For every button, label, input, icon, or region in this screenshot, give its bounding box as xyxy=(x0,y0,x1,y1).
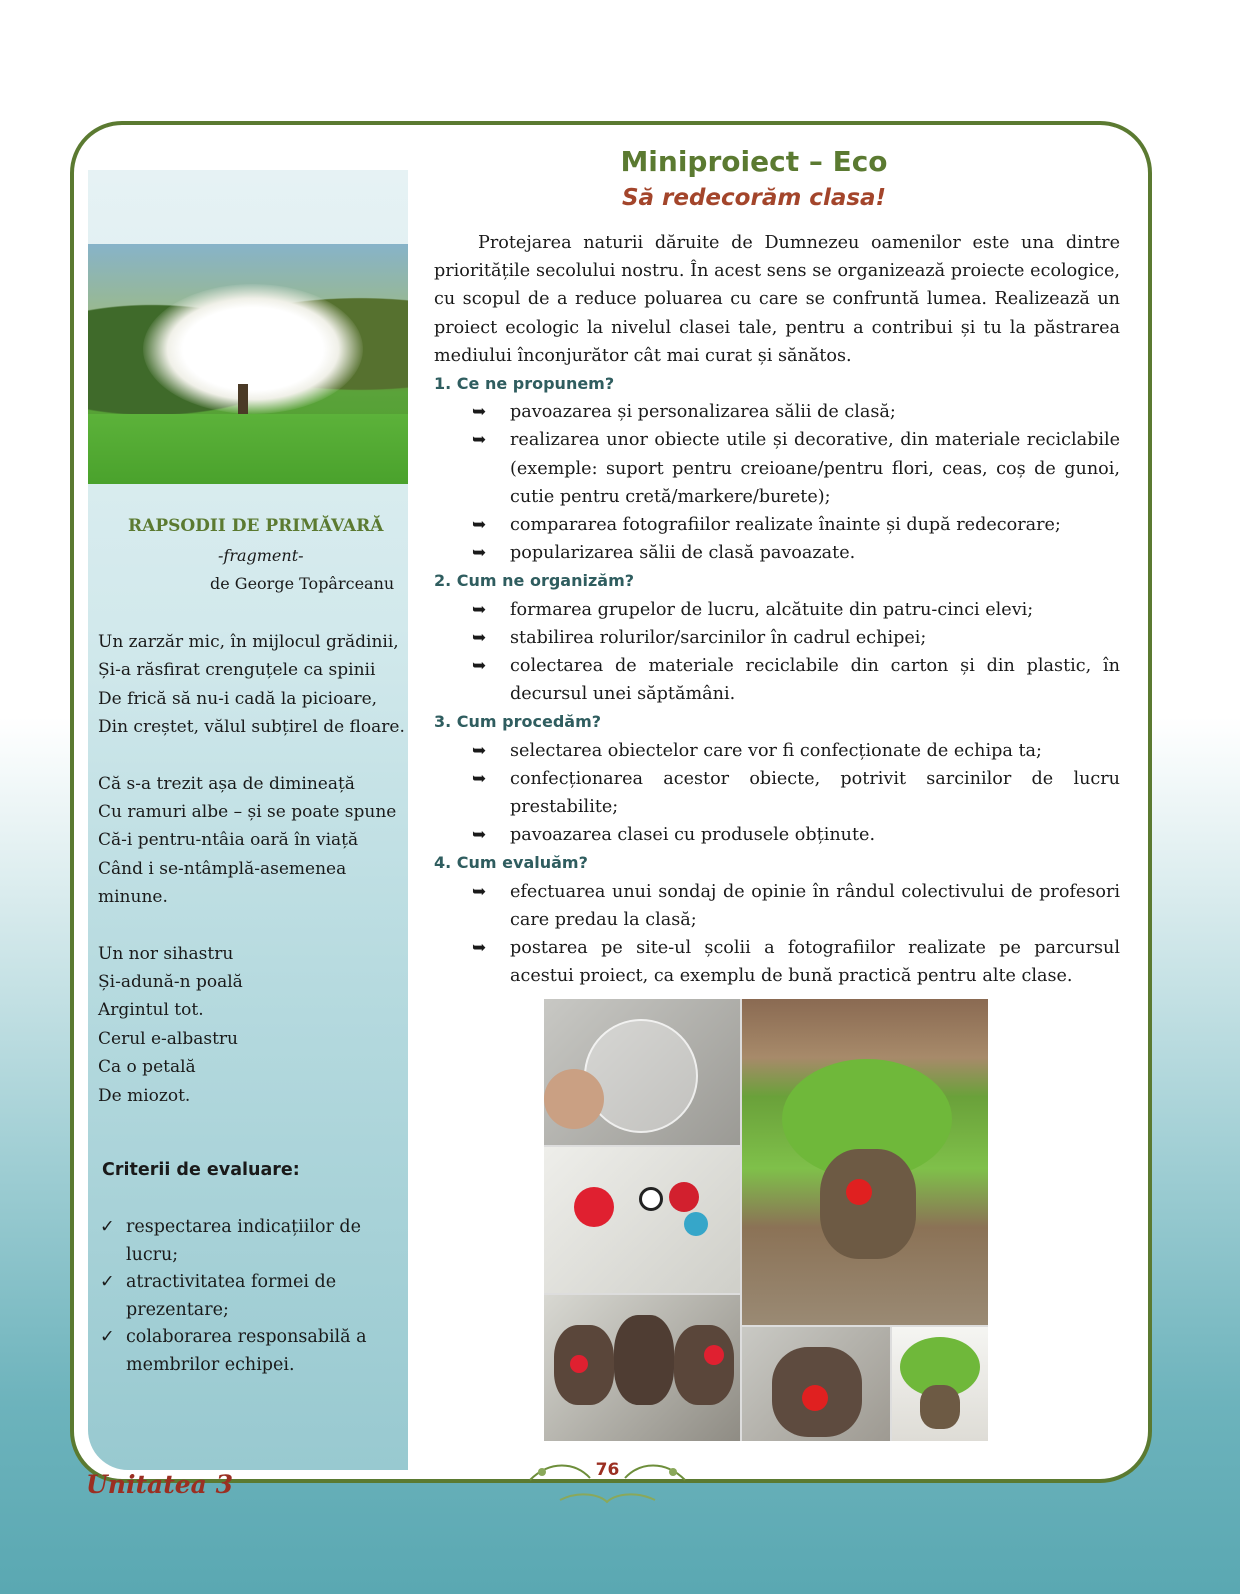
arrow-bullet-icon: ➥ xyxy=(472,938,487,959)
list-item xyxy=(434,539,1120,567)
poem-note: -fragment- xyxy=(218,546,304,565)
arrow-bullet-icon: ➥ xyxy=(472,543,487,564)
photo-pot-face xyxy=(742,1327,890,1441)
list-item-text: colectarea de materiale reciclabile din carton și din plastic, în decursul unei săptămâni. xyxy=(510,656,1120,705)
criteria-item-text: respectarea indicațiilor de lucru; xyxy=(126,1217,361,1265)
checkmark-icon: ✓ xyxy=(100,1272,115,1292)
section-list xyxy=(434,878,1120,991)
criteria-list xyxy=(100,1214,400,1379)
sidebar-panel xyxy=(88,170,408,1470)
poem-title: RAPSODII DE PRIMĂVARĂ xyxy=(128,516,384,536)
list-item xyxy=(434,398,1120,426)
section-list xyxy=(434,737,1120,850)
photo-small-plant xyxy=(892,1327,988,1441)
criteria-title: Criterii de evaluare: xyxy=(102,1160,300,1180)
section-heading: 3. Cum procedăm? xyxy=(434,712,602,732)
page-subtitle: Să redecorăm clasa! xyxy=(621,185,887,211)
list-item xyxy=(434,652,1120,708)
checkmark-icon: ✓ xyxy=(100,1327,115,1347)
main-content xyxy=(434,229,1120,990)
list-item xyxy=(434,765,1120,821)
list-item xyxy=(434,737,1120,765)
criteria-item xyxy=(100,1269,400,1324)
criteria-item-text: atractivitatea formei de prezentare; xyxy=(126,1272,337,1320)
photo-pots-row xyxy=(544,1295,740,1441)
list-item-text: stabilirea rolurilor/sarcinilor în cadrul echipei; xyxy=(510,627,927,648)
criteria-item-text: colaborarea responsabilă a membrilor echipei. xyxy=(126,1327,367,1375)
section-heading: 1. Ce ne propunem? xyxy=(434,374,615,394)
poem-line: De frică să nu-i cadă la picioare, xyxy=(98,688,378,709)
poem-line: Când i se-ntâmplă-asemenea xyxy=(98,858,347,879)
poem-line: Argintul tot. xyxy=(98,1000,204,1021)
list-item xyxy=(434,821,1120,849)
arrow-bullet-icon: ➥ xyxy=(472,740,487,761)
arrow-bullet-icon: ➥ xyxy=(472,881,487,902)
poem-line: De miozot. xyxy=(98,1085,191,1106)
poem-line: Un nor sihastru xyxy=(98,943,234,964)
list-item-text: efectuarea unui sondaj de opinie în rândul colectivului de profesori care predau la clasă; xyxy=(510,881,1120,930)
page-title: Miniproiect – Eco xyxy=(620,145,888,178)
list-item xyxy=(434,596,1120,624)
arrow-bullet-icon: ➥ xyxy=(472,825,487,846)
list-item xyxy=(434,511,1120,539)
photo-cut-bottle xyxy=(544,999,740,1145)
list-item-text: pavoazarea clasei cu produsele obținute. xyxy=(510,825,876,846)
list-item-text: pavoazarea și personalizarea sălii de clasă; xyxy=(510,402,896,423)
poem-line: Și-a răsfirat crenguțele ca spinii xyxy=(98,660,376,681)
poem-line: Din creștet, vălul subțirel de floare. xyxy=(98,717,405,738)
criteria-item xyxy=(100,1324,400,1379)
list-item-text: compararea fotografiilor realizate înainte și după redecorare; xyxy=(510,515,1061,536)
photo-bottle-caps xyxy=(544,1147,740,1293)
arrow-bullet-icon: ➥ xyxy=(472,430,487,451)
list-item-text: popularizarea sălii de clasă pavoazate. xyxy=(510,543,856,564)
checkmark-icon: ✓ xyxy=(100,1217,115,1237)
poem-line: Cerul e-albastru xyxy=(98,1028,239,1049)
poem-line: Că-i pentru-ntâia oară în viață xyxy=(98,830,359,851)
poem-line: Că s-a trezit așa de dimineață xyxy=(98,773,355,794)
list-item-text: confecționarea acestor obiecte, potrivit sarcinilor de lucru prestabilite; xyxy=(510,768,1120,818)
list-item-text: postarea pe site-ul școlii a fotografiilor realizate pe parcursul acestui proiect, ca exemplu de bună practică pentru alte clase. xyxy=(510,938,1120,987)
section-heading: 2. Cum ne organizăm? xyxy=(434,571,635,591)
unit-label: Unitatea 3 xyxy=(86,1470,233,1499)
poem-line: Și-adună-n poală xyxy=(98,972,243,993)
list-item xyxy=(434,878,1120,934)
list-item xyxy=(434,426,1120,511)
page-number: 76 xyxy=(595,1460,620,1480)
section-list xyxy=(434,398,1120,567)
page-frame xyxy=(70,121,1152,1483)
list-item-text: formarea grupelor de lucru, alcătuite din patru-cinci elevi; xyxy=(510,599,1034,620)
intro-paragraph: Protejarea naturii dăruite de Dumnezeu oamenilor este una dintre prioritățile secolului nostru. În acest sens se organizează proiecte ecologice, cu scopul de a reduce poluarea cu care se confruntă lumea. Realizează un proiect ecologic la nivelul clasei tale, pentru a contribui și tu la păstrarea mediului înconjurător cât mai curat și sănătos. xyxy=(434,233,1120,366)
arrow-bullet-icon: ➥ xyxy=(472,656,487,677)
blossoming-tree-photo xyxy=(88,244,408,484)
arrow-bullet-icon: ➥ xyxy=(472,627,487,648)
list-item xyxy=(434,624,1120,652)
poem-line: Cu ramuri albe – și se poate spune xyxy=(98,802,397,823)
poem-line: minune. xyxy=(98,887,168,908)
arrow-bullet-icon: ➥ xyxy=(472,515,487,536)
section-list xyxy=(434,596,1120,709)
section-heading: 4. Cum evaluăm? xyxy=(434,853,588,873)
project-sections xyxy=(434,370,1120,990)
list-item-text: realizarea unor obiecte utile și decorative, din materiale reciclabile (exemple: suport pentru creioane/pentru flori, ceas, coș de gunoi, cutie pentru cretă/markere/burete); xyxy=(510,430,1120,507)
arrow-bullet-icon: ➥ xyxy=(472,402,487,423)
poem-author: de George Topârceanu xyxy=(210,574,395,593)
arrow-bullet-icon: ➥ xyxy=(472,599,487,620)
criteria-item xyxy=(100,1214,400,1269)
poem-line: Ca o petală xyxy=(98,1057,196,1078)
poem-line: Un zarzăr mic, în mijlocul grădinii, xyxy=(98,632,399,652)
photo-plant-pot xyxy=(742,999,988,1325)
photo-collage xyxy=(544,999,988,1441)
list-item xyxy=(434,934,1120,990)
list-item-text: selectarea obiectelor care vor fi confecționate de echipa ta; xyxy=(510,740,1042,761)
arrow-bullet-icon: ➥ xyxy=(472,768,487,789)
poem-text xyxy=(98,628,408,1110)
